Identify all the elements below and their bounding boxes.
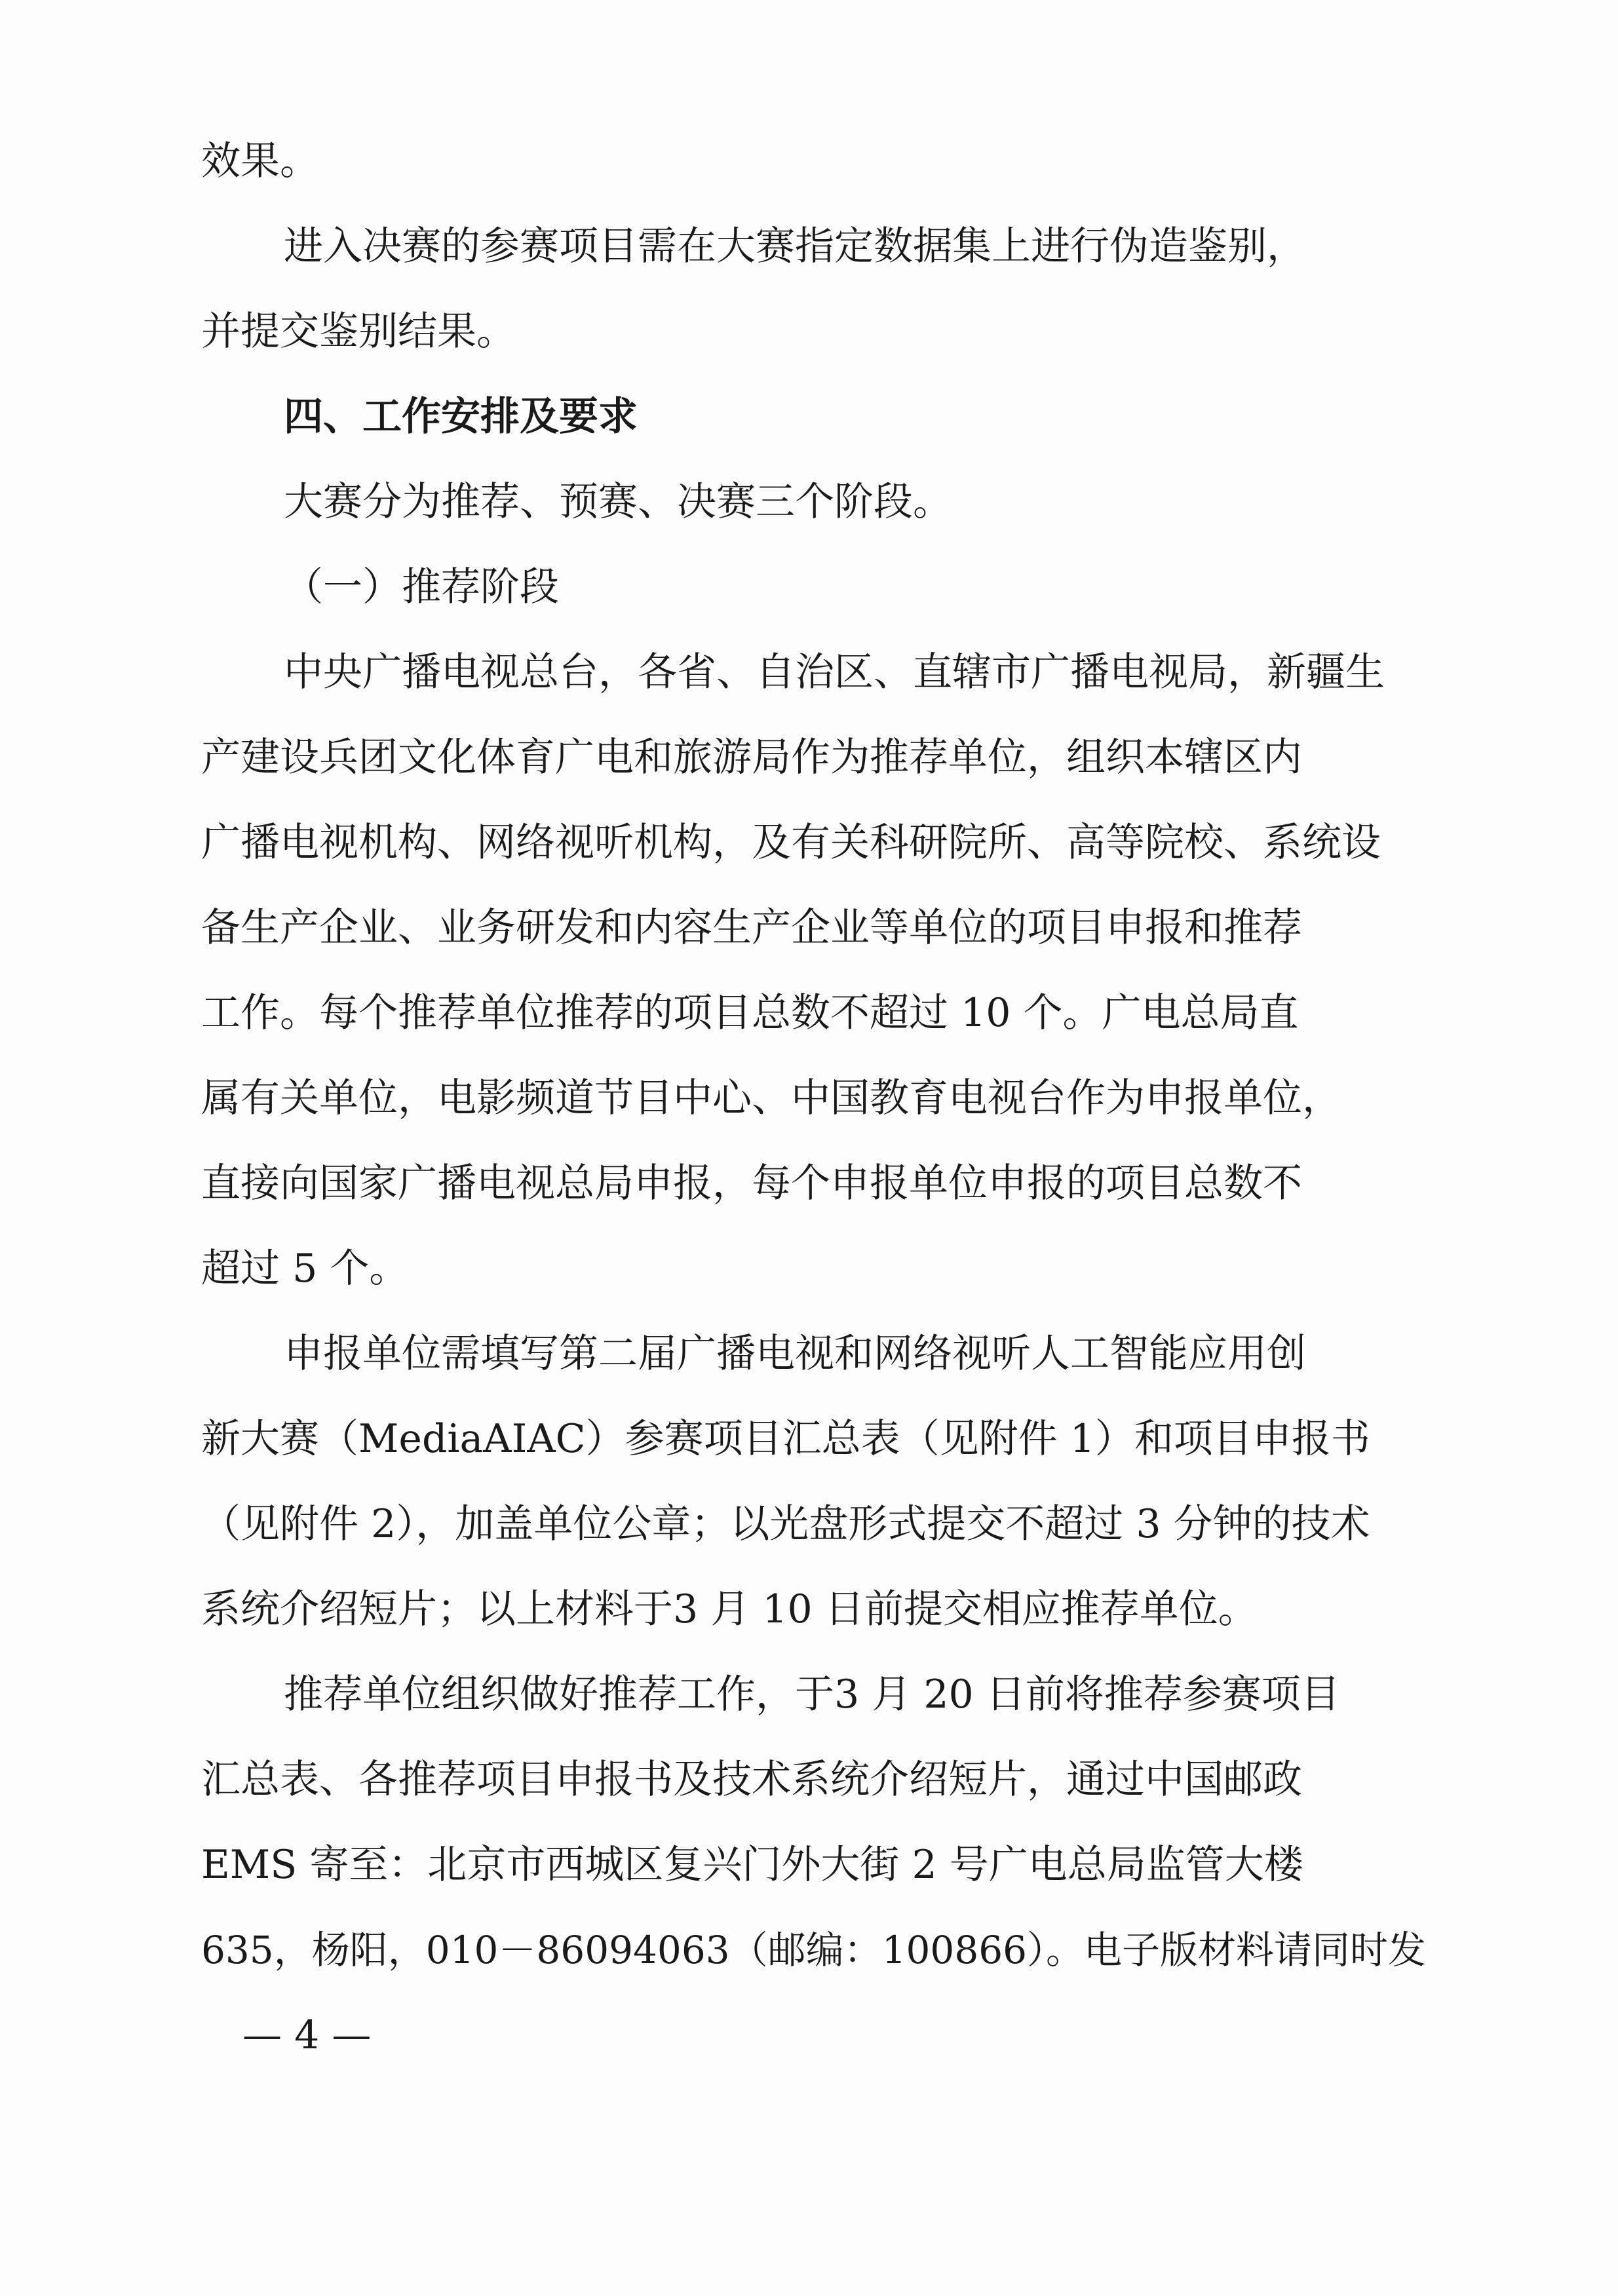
paragraph-line-8: 产建设兵团文化体育广电和旅游局作为推荐单位，组织本辖区内 [201,735,1302,780]
paragraph-line-2: 进入决赛的参赛项目需在大赛指定数据集上进行伪造鉴别， [284,223,1306,269]
paragraph-line-3: 并提交鉴别结果。 [201,309,516,354]
paragraph-line-11: 工作。每个推荐单位推荐的项目总数不超过 10 个。广电总局直 [201,990,1299,1036]
paragraph-line-17: （见附件 2），加盖单位公章；以光盘形式提交不超过 3 分钟的技术 [201,1501,1370,1547]
paragraph-line-15: 申报单位需填写第二届广播电视和网络视听人工智能应用创 [284,1331,1306,1377]
page-number: — 4 — [242,2012,372,2058]
section-heading: 四、工作安排及要求 [284,394,638,440]
paragraph-line-21: EMS 寄至：北京市西城区复兴门外大街 2 号广电总局监管大楼 [201,1842,1303,1888]
paragraph-line-1: 效果。 [201,138,319,184]
subsection-heading: （一）推荐阶段 [284,564,559,610]
paragraph-line-9: 广播电视机构、网络视听机构，及有关科研院所、高等院校、系统设 [201,820,1381,866]
paragraph-line-18: 系统介绍短片；以上材料于3 月 10 日前提交相应推荐单位。 [201,1586,1258,1632]
paragraph-line-20: 汇总表、各推荐项目申报书及技术系统介绍短片，通过中国邮政 [201,1757,1302,1803]
paragraph-line-12: 属有关单位，电影频道节目中心、中国教育电视台作为申报单位， [201,1075,1341,1121]
paragraph-line-13: 直接向国家广播电视总局申报，每个申报单位申报的项目总数不 [201,1160,1302,1206]
paragraph-line-10: 备生产企业、业务研发和内容生产企业等单位的项目申报和推荐 [201,905,1302,951]
paragraph-line-22: 635，杨阳，010－86094063（邮编：100866）。电子版材料请同时发 [201,1928,1427,1972]
paragraph-line-19: 推荐单位组织做好推荐工作，于3 月 20 日前将推荐参赛项目 [284,1672,1340,1717]
paragraph-line-7: 中央广播电视总台，各省、自治区、直辖市广播电视局，新疆生 [284,649,1385,695]
paragraph-line-16: 新大赛（MediaAIAC）参赛项目汇总表（见附件 1）和项目申报书 [201,1416,1370,1462]
paragraph-line-14: 超过 5 个。 [201,1246,409,1292]
paragraph-line-5: 大赛分为推荐、预赛、决赛三个阶段。 [284,479,952,525]
